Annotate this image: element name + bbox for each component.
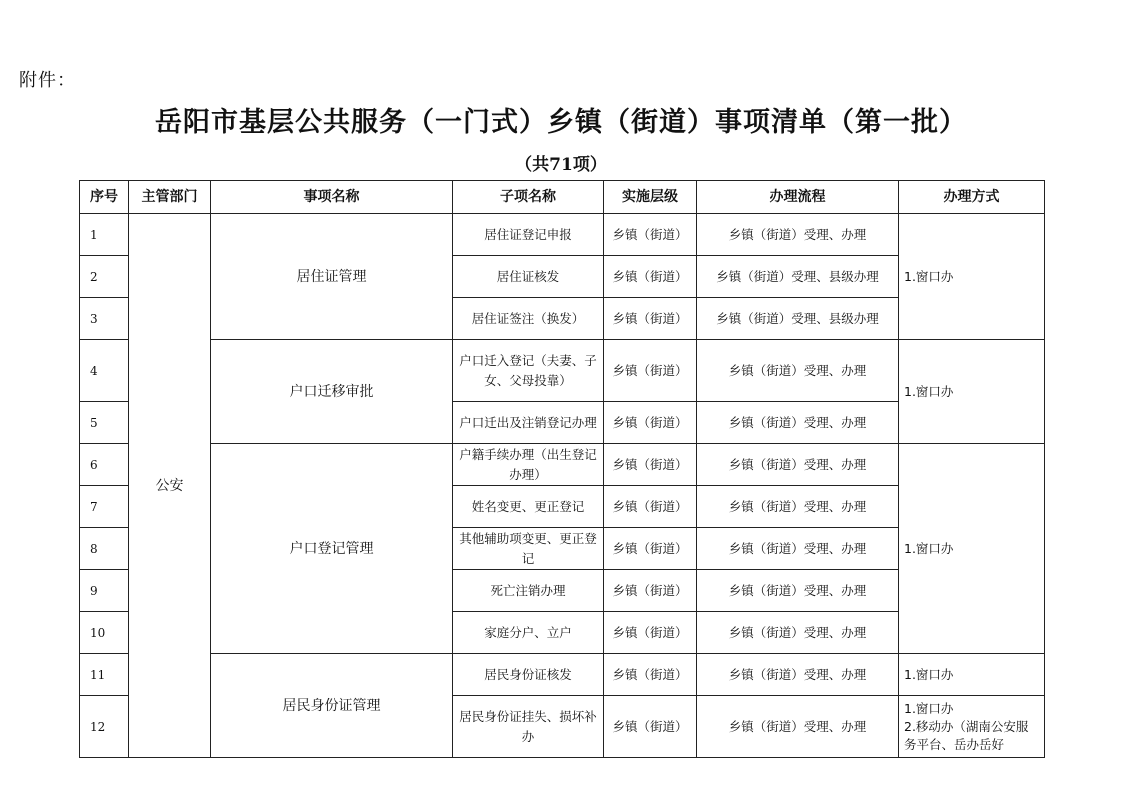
level-cell: 乡镇（街道） — [604, 298, 697, 340]
flow-cell: 乡镇（街道）受理、办理 — [697, 570, 899, 612]
level-cell: 乡镇（街道） — [604, 486, 697, 528]
flow-cell: 乡镇（街道）受理、办理 — [697, 654, 899, 696]
table-row — [80, 214, 1045, 256]
row-number: 10 — [80, 612, 129, 654]
row-number: 11 — [80, 654, 129, 696]
method-cell: 1.窗口办 2.移动办（湖南公安服务平台、岳办岳好 — [899, 696, 1045, 758]
flow-cell: 乡镇（街道）受理、县级办理 — [697, 256, 899, 298]
row-number: 7 — [80, 486, 129, 528]
attachment-label: 附件： — [19, 70, 76, 91]
row-number: 8 — [80, 528, 129, 570]
row-number: 4 — [80, 340, 129, 402]
header-cell-level: 实施层级 — [604, 181, 697, 214]
level-cell: 乡镇（街道） — [604, 696, 697, 758]
sub-item-cell: 居住证核发 — [453, 256, 604, 298]
level-cell: 乡镇（街道） — [604, 654, 697, 696]
sub-item-cell: 居民身份证挂失、损坏补办 — [453, 696, 604, 758]
header-cell-method: 办理方式 — [899, 181, 1045, 214]
sub-item-cell: 居住证登记申报 — [453, 214, 604, 256]
department-cell: 公安 — [129, 214, 211, 758]
item-name-cell: 户口登记管理 — [211, 444, 453, 654]
table-row — [80, 654, 1045, 696]
sub-item-cell: 死亡注销办理 — [453, 570, 604, 612]
flow-cell: 乡镇（街道）受理、办理 — [697, 214, 899, 256]
header-cell-flow: 办理流程 — [697, 181, 899, 214]
level-cell: 乡镇（街道） — [604, 256, 697, 298]
flow-cell: 乡镇（街道）受理、县级办理 — [697, 298, 899, 340]
sub-item-cell: 户口迁出及注销登记办理 — [453, 402, 604, 444]
items-table — [79, 180, 1045, 758]
row-number: 3 — [80, 298, 129, 340]
header-cell-no: 序号 — [80, 181, 129, 214]
flow-cell: 乡镇（街道）受理、办理 — [697, 340, 899, 402]
row-number: 6 — [80, 444, 129, 486]
sub-item-cell: 户籍手续办理（出生登记办理） — [453, 444, 604, 486]
level-cell: 乡镇（街道） — [604, 612, 697, 654]
row-number: 1 — [80, 214, 129, 256]
level-cell: 乡镇（街道） — [604, 340, 697, 402]
flow-cell: 乡镇（街道）受理、办理 — [697, 444, 899, 486]
flow-cell: 乡镇（街道）受理、办理 — [697, 528, 899, 570]
sub-item-cell: 家庭分户、立户 — [453, 612, 604, 654]
sub-item-cell: 居民身份证核发 — [453, 654, 604, 696]
row-number: 5 — [80, 402, 129, 444]
flow-cell: 乡镇（街道）受理、办理 — [697, 486, 899, 528]
method-cell: 1.窗口办 — [899, 654, 1045, 696]
table-header-row — [80, 181, 1045, 214]
header-cell-sub-item: 子项名称 — [453, 181, 604, 214]
flow-cell: 乡镇（街道）受理、办理 — [697, 402, 899, 444]
page-title: 岳阳市基层公共服务（一门式）乡镇（街道）事项清单（第一批） — [155, 107, 967, 138]
header-cell-department: 主管部门 — [129, 181, 211, 214]
method-cell: 1.窗口办 — [899, 444, 1045, 654]
header-cell-item-name: 事项名称 — [211, 181, 453, 214]
sub-item-cell: 姓名变更、更正登记 — [453, 486, 604, 528]
level-cell: 乡镇（街道） — [604, 528, 697, 570]
sub-item-cell: 居住证签注（换发） — [453, 298, 604, 340]
level-cell: 乡镇（街道） — [604, 570, 697, 612]
sub-item-cell: 其他辅助项变更、更正登记 — [453, 528, 604, 570]
item-name-cell: 居民身份证管理 — [211, 654, 453, 758]
row-number: 9 — [80, 570, 129, 612]
method-cell: 1.窗口办 — [899, 214, 1045, 340]
flow-cell: 乡镇（街道）受理、办理 — [697, 696, 899, 758]
table-row — [80, 444, 1045, 486]
sub-item-cell: 户口迁入登记（夫妻、子女、父母投靠） — [453, 340, 604, 402]
level-cell: 乡镇（街道） — [604, 444, 697, 486]
row-number: 2 — [80, 256, 129, 298]
item-name-cell: 户口迁移审批 — [211, 340, 453, 444]
page-subtitle: （共71项） — [515, 155, 607, 175]
level-cell: 乡镇（街道） — [604, 402, 697, 444]
item-name-cell: 居住证管理 — [211, 214, 453, 340]
method-cell: 1.窗口办 — [899, 340, 1045, 444]
flow-cell: 乡镇（街道）受理、办理 — [697, 612, 899, 654]
level-cell: 乡镇（街道） — [604, 214, 697, 256]
row-number: 12 — [80, 696, 129, 758]
table-row — [80, 340, 1045, 402]
